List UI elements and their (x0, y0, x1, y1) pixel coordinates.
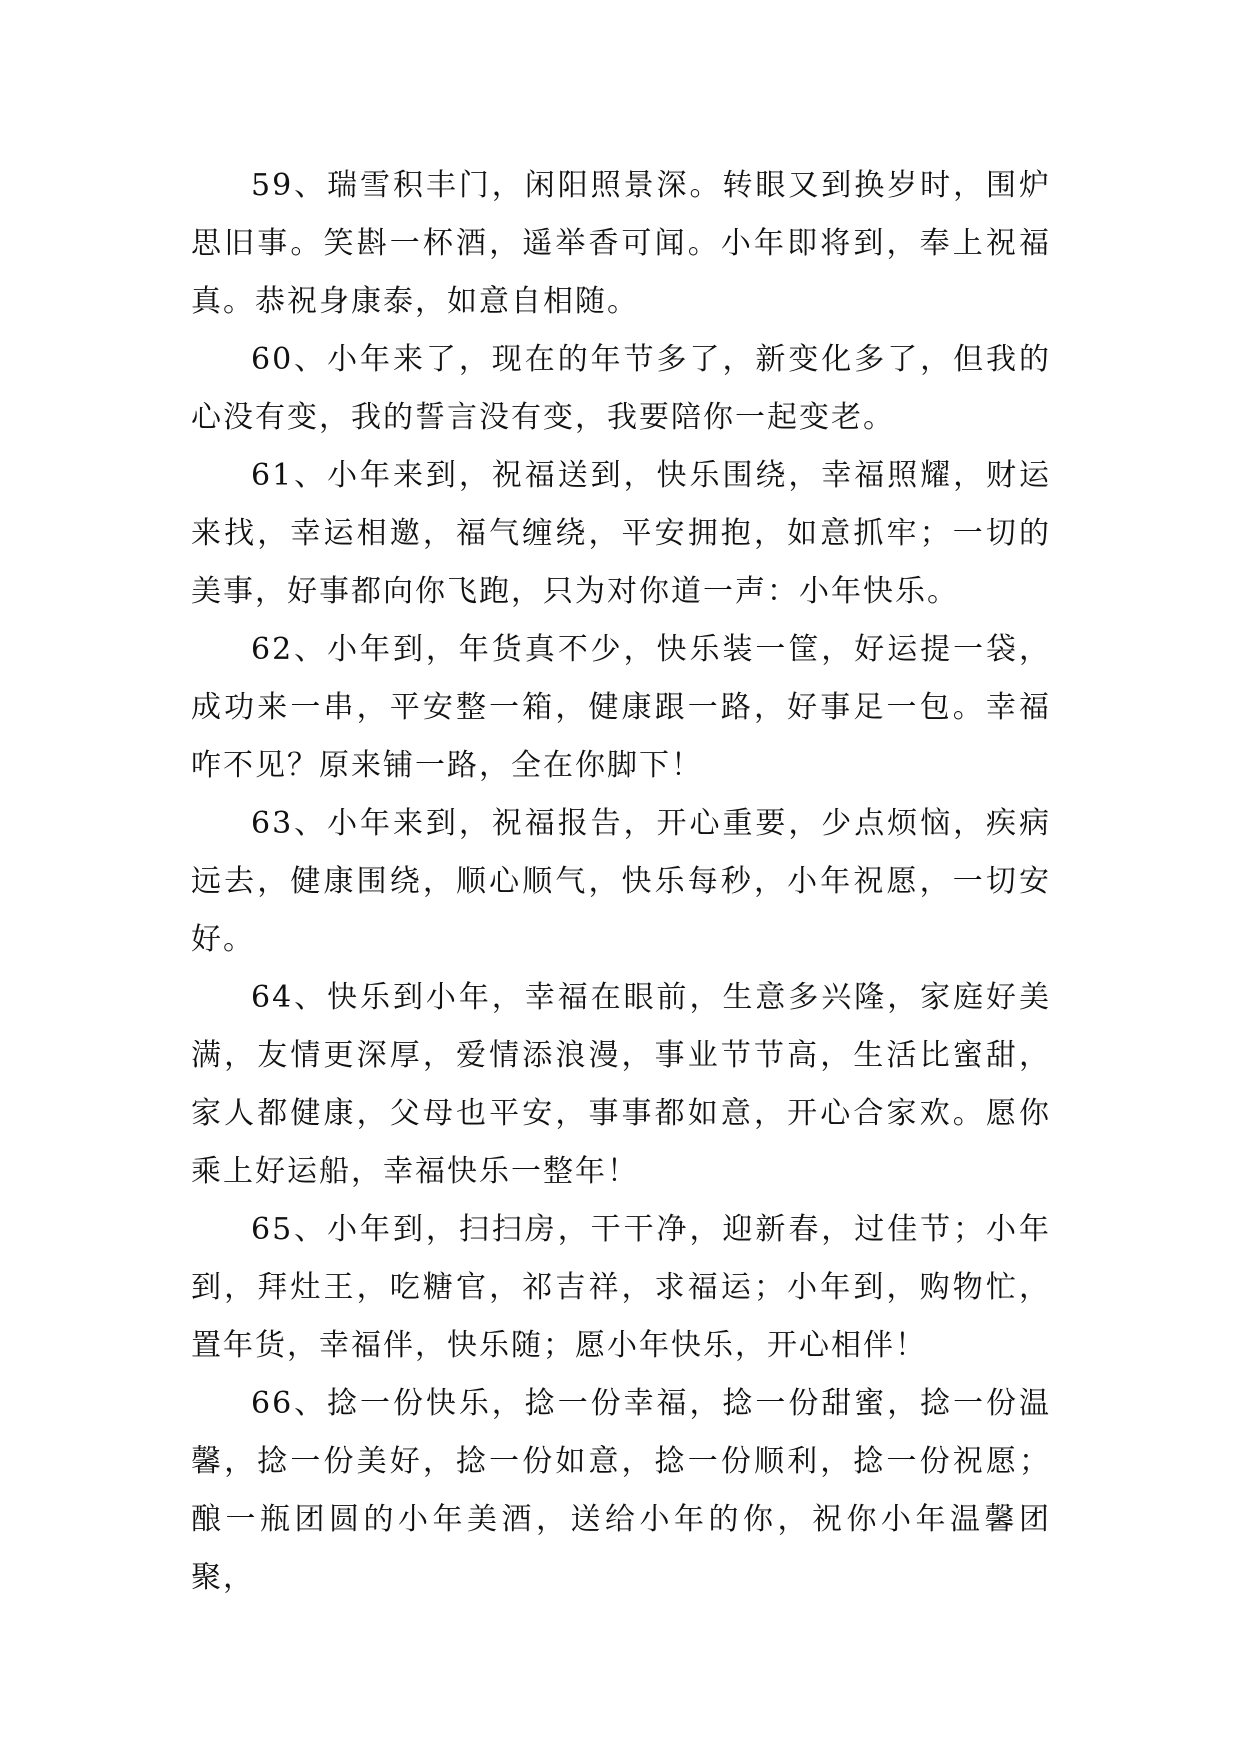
paragraph-65: 65、小年到，扫扫房，干干净，迎新春，过佳节；小年到，拜灶王，吃糖官，祁吉祥，求福运；小年到，购物忙，置年货，幸福伴，快乐随；愿小年快乐，开心相伴！ (191, 1212, 1051, 1363)
paragraph-61: 61、小年来到，祝福送到，快乐围绕，幸福照耀，财运来找，幸运相邀，福气缠绕，平安拥抱，如意抓牢；一切的美事，好事都向你飞跑，只为对你道一声：小年快乐。 (191, 458, 1051, 609)
paragraph-64: 64、快乐到小年，幸福在眼前，生意多兴隆，家庭好美满，友情更深厚，爱情添浪漫，事业节节高，生活比蜜甜，家人都健康，父母也平安，事事都如意，开心合家欢。愿你乘上好运船，幸福快乐一整年！ (191, 980, 1051, 1189)
paragraph-62: 62、小年到，年货真不少，快乐装一筐，好运提一袋，成功来一串，平安整一箱，健康跟一路，好事足一包。幸福咋不见？原来铺一路，全在你脚下！ (191, 632, 1051, 783)
paragraph-63: 63、小年来到，祝福报告，开心重要，少点烦恼，疾病远去，健康围绕，顺心顺气，快乐每秒，小年祝愿，一切安好。 (191, 806, 1051, 957)
document-body (191, 157, 1051, 1607)
paragraph-59: 59、瑞雪积丰门，闲阳照景深。转眼又到换岁时，围炉思旧事。笑斟一杯酒，遥举香可闻。小年即将到，奉上祝福真。恭祝身康泰，如意自相随。 (191, 168, 1051, 319)
paragraph-66: 66、捻一份快乐，捻一份幸福，捻一份甜蜜，捻一份温馨，捻一份美好，捻一份如意，捻一份顺利，捻一份祝愿；酿一瓶团圆的小年美酒，送给小年的你，祝你小年温馨团聚， (191, 1386, 1051, 1595)
paragraph-60: 60、小年来了，现在的年节多了，新变化多了，但我的心没有变，我的誓言没有变，我要陪你一起变老。 (191, 342, 1051, 435)
